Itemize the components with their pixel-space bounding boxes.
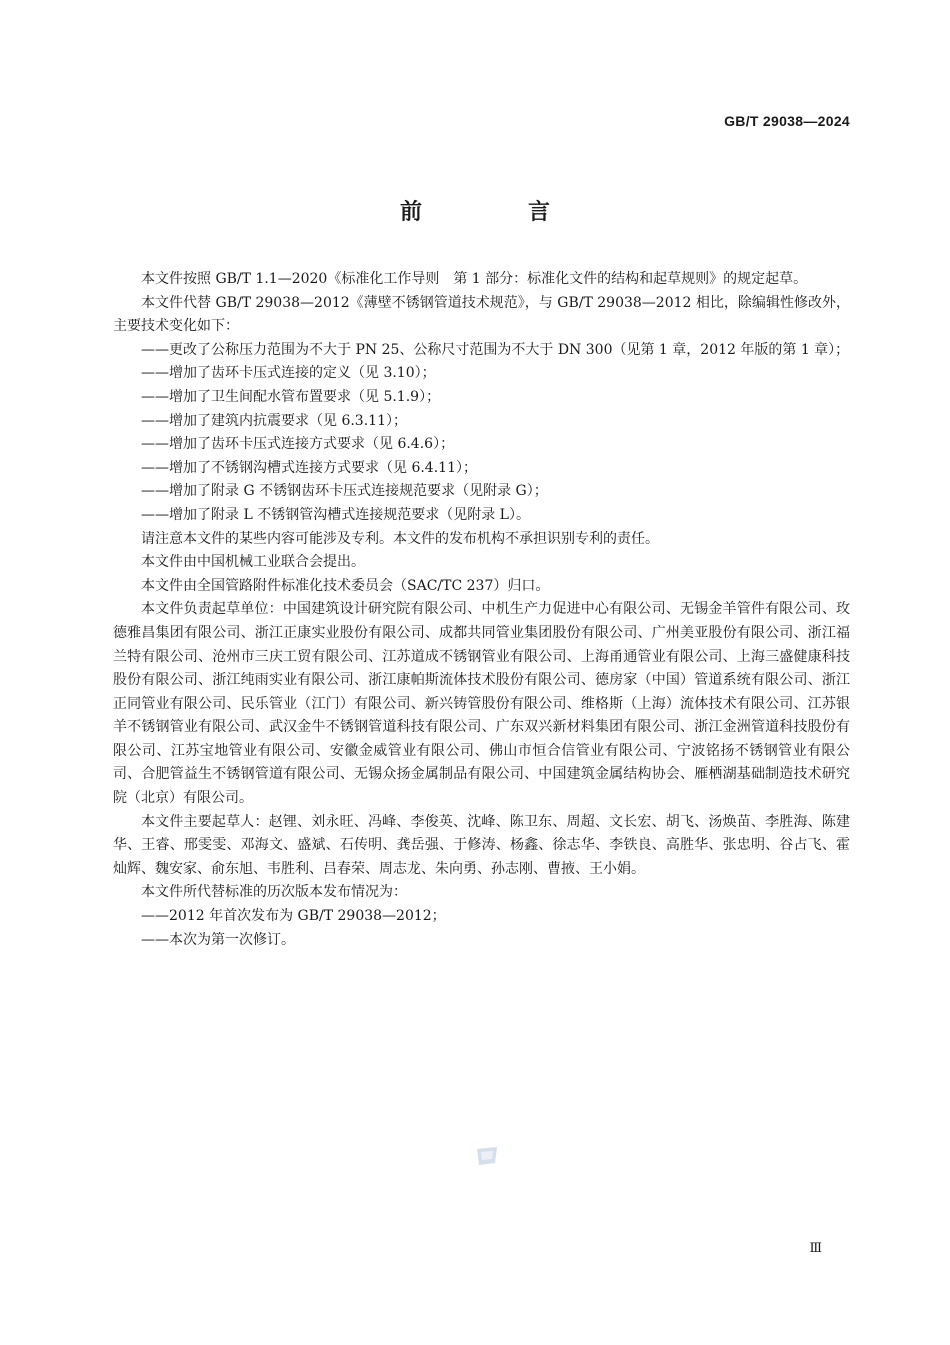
paragraph-history-intro: 本文件所代替标准的历次版本发布情况为： <box>141 884 407 901</box>
paragraph-drafting-rules: 本文件按照 GB/T 1.1—2020《标准化工作导则 第 1 部分：标准化文件的结构和起草规则》的规定起草。 <box>141 271 808 287</box>
change-item: ——增加了齿环卡压式连接的定义（见 3.10）； <box>141 365 436 382</box>
change-item: ——增加了建筑内抗震要求（见 6.3.11）； <box>141 412 407 429</box>
sac-watermark-logo <box>474 1145 500 1167</box>
standard-code: GB/T 29038—2024 <box>724 113 850 129</box>
change-item: ——增加了不锈钢沟槽式连接方式要求（见 6.4.11）； <box>141 459 477 476</box>
page-title: 前 言 <box>399 200 592 225</box>
paragraph-replacement: 本文件代替 GB/T 29038—2012《薄壁不锈钢管道技术规范》，与 GB/T 29038—2012 相比，除编辑性修改外，主要技术变化如下： <box>113 294 850 335</box>
paragraph-technical-committee: 本文件由全国管路附件标准化技术委员会（SAC/TC 237）归口。 <box>141 577 550 594</box>
history-item: ——2012 年首次发布为 GB/T 29038—2012； <box>141 908 446 925</box>
page-number: Ⅲ <box>809 1241 822 1256</box>
change-item: ——增加了附录 L 不锈钢管沟槽式连接规范要求（见附录 L）。 <box>141 506 530 523</box>
change-item: ——增加了附录 G 不锈钢齿环卡压式连接规范要求（见附录 G）； <box>141 483 548 500</box>
history-item: ——本次为第一次修订。 <box>141 931 295 948</box>
paragraph-patent-notice: 请注意本文件的某些内容可能涉及专利。本文件的发布机构不承担识别专利的责任。 <box>141 530 659 547</box>
paragraph-proposer: 本文件由中国机械工业联合会提出。 <box>141 554 365 571</box>
change-item: ——增加了卫生间配水管布置要求（见 5.1.9）； <box>141 388 441 405</box>
change-item: ——更改了公称压力范围为不大于 PN 25、公称尺寸范围为不大于 DN 300（见第 1 章，2012 年版的第 1 章）； <box>141 341 850 358</box>
document-body <box>113 268 850 952</box>
change-item: ——增加了齿环卡压式连接方式要求（见 6.4.6）； <box>141 436 455 453</box>
paragraph-drafters: 本文件主要起草人：赵锂、刘永旺、冯峰、李俊英、沈峰、陈卫东、周超、文长宏、胡飞、汤焕苗、李胜海、陈建华、王睿、邢雯雯、邓海文、盛斌、石传明、龚岳强、于修涛、杨鑫、徐志华、李铁良、高胜华、张忠明、谷占飞、霍灿辉、魏安家、俞东旭、韦胜利、吕春荣、周志龙、朱向勇、孙志刚、曹掖、王小娟。 <box>113 813 850 877</box>
paragraph-drafting-units: 本文件负责起草单位：中国建筑设计研究院有限公司、中机生产力促进中心有限公司、无锡金羊管件有限公司、玫德雅昌集团有限公司、浙江正康实业股份有限公司、成都共同管业集团股份有限公司、广州美亚股份有限公司、浙江福兰特有限公司、沧州市三庆工贸有限公司、江苏道成不锈钢管业有限公司、上海甬通管业有限公司、上海三盛健康科技股份有限公司、浙江纯雨实业有限公司、浙江康帕斯流体技术股份有限公司、德房家（中国）管道系统有限公司、浙江正同管业有限公司、民乐管业（江门）有限公司、新兴铸管股份有限公司、维格斯（上海）流体技术有限公司、江苏银羊不锈钢管业有限公司、武汉金牛不锈钢管道科技有限公司、广东双兴新材料集团有限公司、浙江金洲管道科技股份有限公司、江苏宝地管业有限公司、安徽金威管业有限公司、佛山市恒合信管业有限公司、宁波铭扬不锈钢管业有限公司、合肥管益生不锈钢管道有限公司、无锡众扬金属制品有限公司、中国建筑金属结构协会、雁栖湖基础制造技术研究院（北京）有限公司。 <box>113 601 850 807</box>
